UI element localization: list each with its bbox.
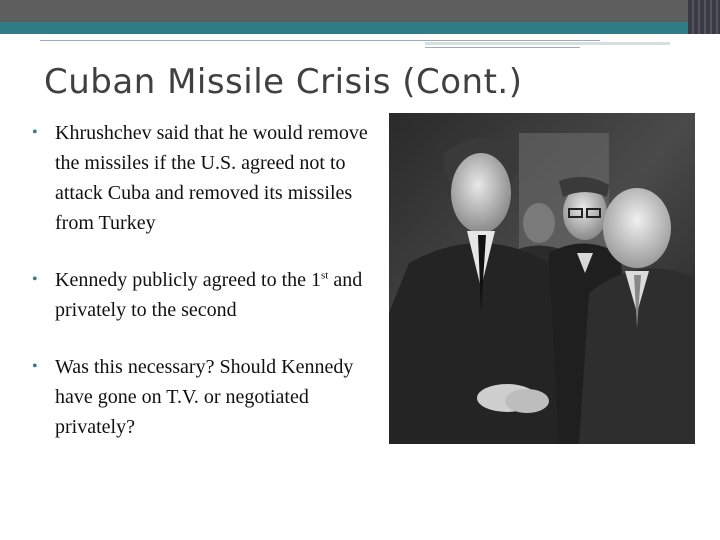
top-band <box>0 0 720 22</box>
bullet-icon: • <box>32 124 38 141</box>
bullet-item <box>30 265 385 325</box>
bullet-icon: • <box>32 271 38 288</box>
bullet-item <box>30 118 385 238</box>
decor-bar <box>425 42 670 45</box>
bullet-text <box>55 269 362 321</box>
decor-line <box>425 47 580 48</box>
bullet-item <box>30 352 385 442</box>
bullet-list <box>30 118 385 442</box>
corner-block <box>688 0 720 34</box>
bullet-text-part: and privately to the second <box>55 269 363 321</box>
photo-illustration <box>389 113 695 444</box>
historical-photo <box>389 113 695 444</box>
bullet-text: Khrushchev said that he would remove the missiles if the U.S. agreed not to attack Cuba and removed its missiles from Turkey <box>55 122 368 234</box>
bullet-text: Was this necessary? Should Kennedy have gone on T.V. or negotiated privately? <box>55 356 354 438</box>
accent-band <box>0 22 720 34</box>
decor-line <box>40 40 600 41</box>
bullet-text-part: Kennedy publicly agreed to the 1 <box>55 269 322 291</box>
slide-title: Cuban Missile Crisis (Cont.) <box>44 62 523 102</box>
bullet-icon: • <box>32 358 38 375</box>
superscript: st <box>321 269 329 282</box>
